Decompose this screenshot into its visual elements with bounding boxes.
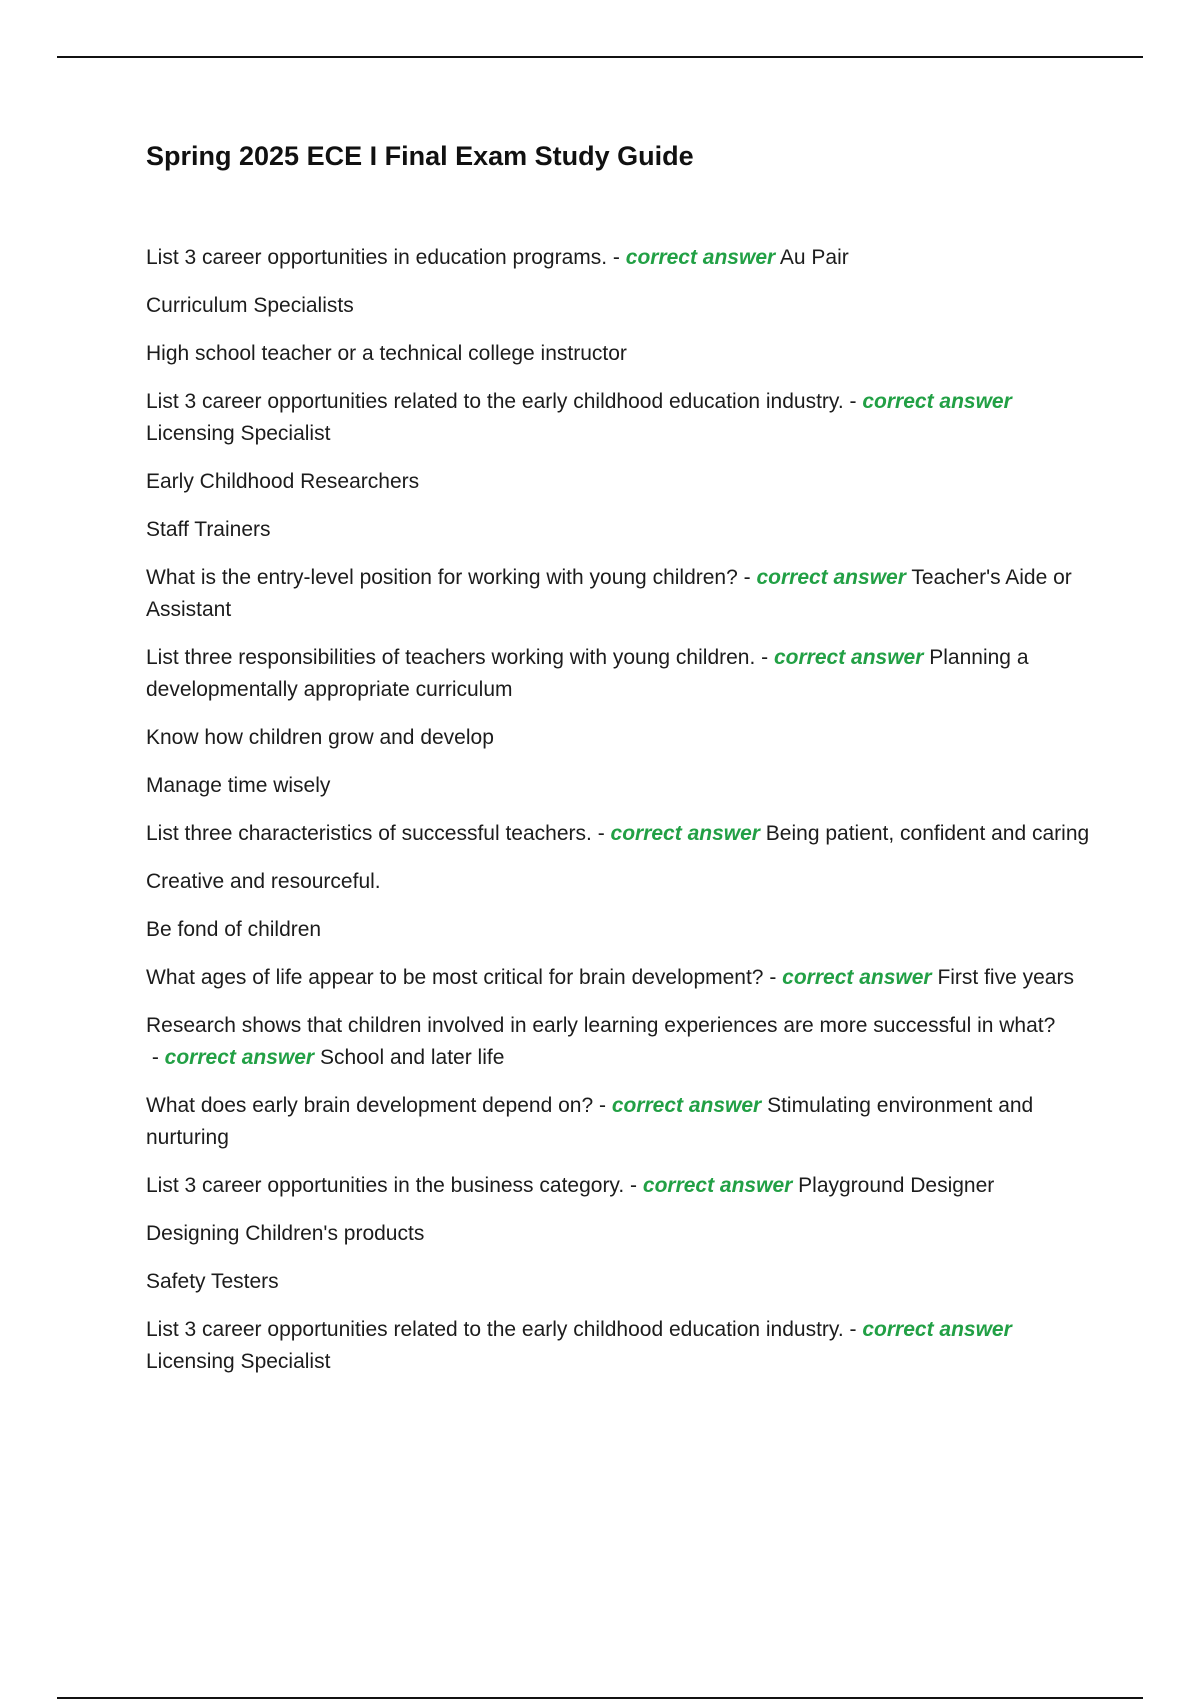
answer-continuation-line: Creative and resourceful.: [146, 870, 381, 894]
answer-text: Playground Designer: [798, 1174, 995, 1198]
question-text: List 3 career opportunities related to the early childhood education industry.: [146, 390, 844, 414]
separator: -: [843, 1318, 863, 1342]
question-answer-line: [146, 962, 1096, 994]
separator: -: [755, 646, 774, 670]
correct-answer-label: correct answer: [862, 1318, 1012, 1342]
answer-text: Being patient, confident and caring: [765, 822, 1090, 846]
answer-continuation-line: Be fond of children: [146, 918, 322, 942]
correct-answer-label: correct answer: [782, 966, 932, 990]
question-text: List 3 career opportunities related to the early childhood education industry.: [146, 1318, 844, 1342]
answer-text: Licensing Specialist: [146, 1350, 331, 1374]
answer-text: Planning a developmentally appropriate curriculum: [146, 646, 1029, 702]
separator: -: [146, 1046, 165, 1070]
question-text: What ages of life appear to be most critical for brain development?: [146, 966, 764, 990]
answer-text: Licensing Specialist: [146, 422, 331, 446]
question-text: List three responsibilities of teachers working with young children.: [146, 646, 756, 670]
question-text: What does early brain development depend on?: [146, 1094, 594, 1118]
separator: -: [593, 1094, 612, 1118]
answer-continuation-line: Manage time wisely: [146, 774, 331, 798]
answer-continuation-line: Safety Testers: [146, 1270, 279, 1294]
answer-text: Au Pair: [779, 246, 849, 270]
answer-continuation-line: Early Childhood Researchers: [146, 470, 420, 494]
question-text: List 3 career opportunities in education programs.: [146, 246, 608, 270]
question-answer-line: [146, 1314, 1096, 1378]
answer-continuation-line: Know how children grow and develop: [146, 726, 494, 750]
top-rule: [57, 56, 1143, 58]
correct-answer-label: correct answer: [164, 1046, 315, 1070]
question-answer-line: [146, 386, 1096, 450]
answer-continuation-line: Curriculum Specialists: [146, 294, 354, 318]
correct-answer-label: correct answer: [773, 646, 924, 670]
question-text: List 3 career opportunities in the business category.: [146, 1174, 625, 1198]
question-text: List three characteristics of successful teachers.: [146, 822, 592, 846]
question-answer-line: [146, 1090, 1096, 1154]
correct-answer-label: correct answer: [611, 1094, 762, 1118]
answer-text: School and later life: [319, 1046, 505, 1070]
document-body: [146, 140, 1096, 1394]
separator: -: [843, 390, 863, 414]
answer-continuation-line: Designing Children's products: [146, 1222, 425, 1246]
correct-answer-label: correct answer: [862, 390, 1012, 414]
question-answer-line: [146, 562, 1096, 626]
question-answer-line: [146, 1010, 1096, 1074]
question-answer-line: [146, 242, 1096, 274]
answer-text: First five years: [937, 966, 1074, 990]
separator: -: [737, 566, 757, 590]
answer-continuation-line: High school teacher or a technical college instructor: [146, 342, 627, 366]
question-answer-line: [146, 642, 1096, 706]
correct-answer-label: correct answer: [610, 822, 760, 846]
document-title: Spring 2025 ECE I Final Exam Study Guide: [146, 141, 694, 171]
study-guide-lines: [146, 242, 1096, 1378]
separator: -: [591, 822, 611, 846]
question-text: What is the entry-level position for working with young children?: [146, 566, 738, 590]
separator: -: [624, 1174, 643, 1198]
answer-text: Teacher's Aide or Assistant: [146, 566, 1072, 622]
question-answer-line: [146, 1170, 1096, 1202]
answer-text: Stimulating environment and nurturing: [146, 1094, 1034, 1150]
separator: -: [763, 966, 783, 990]
answer-continuation-line: Staff Trainers: [146, 518, 271, 542]
correct-answer-label: correct answer: [642, 1174, 793, 1198]
bottom-rule: [57, 1697, 1143, 1699]
separator: -: [607, 246, 626, 270]
correct-answer-label: correct answer: [625, 246, 776, 270]
question-answer-line: [146, 818, 1096, 850]
correct-answer-label: correct answer: [756, 566, 906, 590]
question-text: Research shows that children involved in early learning experiences are more successful in what?: [146, 1014, 1056, 1038]
